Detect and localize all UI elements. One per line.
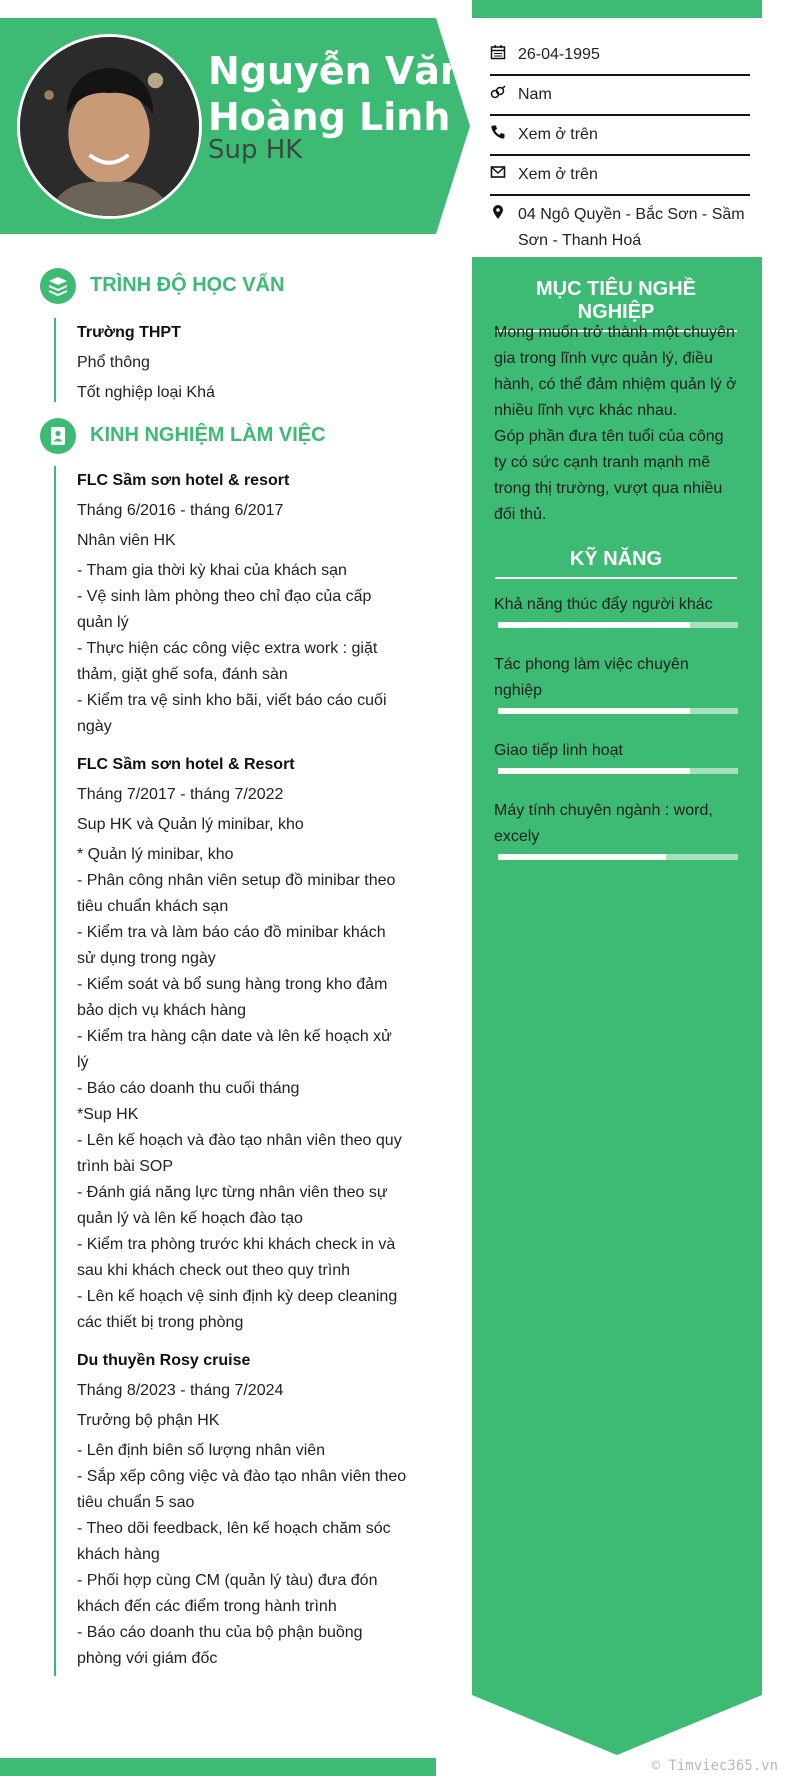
bottom-bar xyxy=(0,1758,436,1776)
email-icon xyxy=(490,162,518,180)
experience-icon xyxy=(40,418,76,454)
skill-fill xyxy=(498,768,690,774)
school-name: Trường THPT xyxy=(77,324,181,341)
contact-list xyxy=(490,36,750,262)
experience-timeline xyxy=(54,466,56,1676)
job-role: Trưởng bộ phận HK xyxy=(77,1412,220,1429)
skill-name: Giao tiếp linh hoạt xyxy=(494,742,623,759)
contact-address-text: 04 Ngô Quyền - Bắc Sơn - Sầm Sơn - Thanh Hoá xyxy=(518,206,745,249)
phone-icon xyxy=(490,122,518,140)
gender-icon xyxy=(490,82,518,100)
job-period: Tháng 8/2023 - tháng 7/2024 xyxy=(77,1382,284,1399)
skill-bar xyxy=(498,768,738,774)
profile-position: Sup HK xyxy=(208,135,303,165)
skill-bar xyxy=(498,622,738,628)
skill-fill xyxy=(498,622,690,628)
experience-title: KINH NGHIỆM LÀM VIỆC xyxy=(90,424,326,446)
objective-title: MỤC TIÊU NGHỀ NGHIỆP xyxy=(495,278,737,332)
job-period: Tháng 6/2016 - tháng 6/2017 xyxy=(77,502,284,519)
contact-birthday xyxy=(490,36,750,76)
skill-name: Khả năng thúc đẩy người khác xyxy=(494,596,713,613)
contact-gender xyxy=(490,76,750,116)
location-icon xyxy=(490,202,518,220)
objective-text: Mong muốn trở thành một chuyên gia trong lĩnh vực quản lý, điều hành, có thể đảm nhiệm quản lý ở nhiều lĩnh vực khác nhau. Góp phần đưa tên tuổi của công ty có sức cạnh tranh mạnh mẽ trong thị trường, vượt qua nhiều đối thủ. xyxy=(494,324,737,523)
job-company: FLC Sầm sơn hotel & resort xyxy=(77,472,290,489)
job-description: - Lên định biên số lượng nhân viên - Sắp xếp công việc và đào tạo nhân viên theo tiêu chuẩn 5 sao - Theo dõi feedback, lên kế hoạch chăm sóc khách hàng - Phối hợp cùng CM (quản lý tàu) đưa đón khách đến các điểm trong hành trình - Báo cáo doanh thu của bộ phận buồng phòng với giám đốc xyxy=(77,1442,407,1667)
skill-bar xyxy=(498,854,738,860)
job-company: Du thuyền Rosy cruise xyxy=(77,1352,251,1369)
education-result: Tốt nghiệp loại Khá xyxy=(77,384,215,401)
education-block xyxy=(77,320,407,406)
contact-phone-text: Xem ở trên xyxy=(518,126,598,143)
job-description: * Quản lý minibar, kho - Phân công nhân viên setup đồ minibar theo tiêu chuẩn khách sạn - Kiểm tra và làm báo cáo đồ minibar khách sử dụng trong ngày - Kiểm soát và bổ sung hàng trong kho đảm bảo dịch vụ khách hàng - Kiểm tra hàng cận date và lên kế hoạch xử lý - Báo cáo doanh thu cuối tháng *Sup HK - Lên kế hoạch và đào tạo nhân viên theo quy trình bài SOP - Đánh giá năng lực từng nhân viên theo sự quản lý và lên kế hoạch đào tạo - Kiểm tra phòng trước khi khách check in và sau khi khách check out theo quy trình - Lên kế hoạch vệ sinh định kỳ deep cleaning các thiết bị trong phòng xyxy=(77,846,402,1331)
avatar xyxy=(17,34,202,219)
job-role: Sup HK và Quản lý minibar, kho xyxy=(77,816,304,833)
contact-birthday-text: 26-04-1995 xyxy=(518,46,600,63)
education-icon xyxy=(40,268,76,304)
job-description: - Tham gia thời kỳ khai của khách sạn - Vệ sinh làm phòng theo chỉ đạo của cấp quản lý - Thực hiện các công việc extra work : giặt thảm, giặt ghế sofa, đánh sàn - Kiểm tra vệ sinh kho bãi, viết báo cáo cuối ngày xyxy=(77,562,387,735)
contact-email xyxy=(490,156,750,196)
education-timeline xyxy=(54,318,56,402)
right-top-bar xyxy=(472,0,762,18)
education-title: TRÌNH ĐỘ HỌC VẤN xyxy=(90,274,285,296)
job-entry xyxy=(77,752,407,1336)
job-role: Nhân viên HK xyxy=(77,532,176,549)
job-period: Tháng 7/2017 - tháng 7/2022 xyxy=(77,786,284,803)
contact-email-text: Xem ở trên xyxy=(518,166,598,183)
calendar-icon xyxy=(490,42,518,60)
education-level: Phổ thông xyxy=(77,354,150,371)
contact-gender-text: Nam xyxy=(518,86,552,103)
skill-fill xyxy=(498,708,690,714)
job-entry xyxy=(77,1348,407,1672)
watermark: © Timviec365.vn xyxy=(651,1758,778,1774)
profile-name: Nguyễn Văn Hoàng Linh xyxy=(208,49,467,139)
skill-name: Máy tính chuyên ngành : word, excely xyxy=(494,802,713,845)
skills-title: KỸ NĂNG xyxy=(495,548,737,579)
skill-bar xyxy=(498,708,738,714)
skill-fill xyxy=(498,854,666,860)
contact-phone xyxy=(490,116,750,156)
job-company: FLC Sầm sơn hotel & Resort xyxy=(77,756,295,773)
profile-photo xyxy=(20,37,199,216)
skill-name: Tác phong làm việc chuyên nghiệp xyxy=(494,656,689,699)
job-entry xyxy=(77,468,407,740)
contact-address xyxy=(490,196,750,262)
